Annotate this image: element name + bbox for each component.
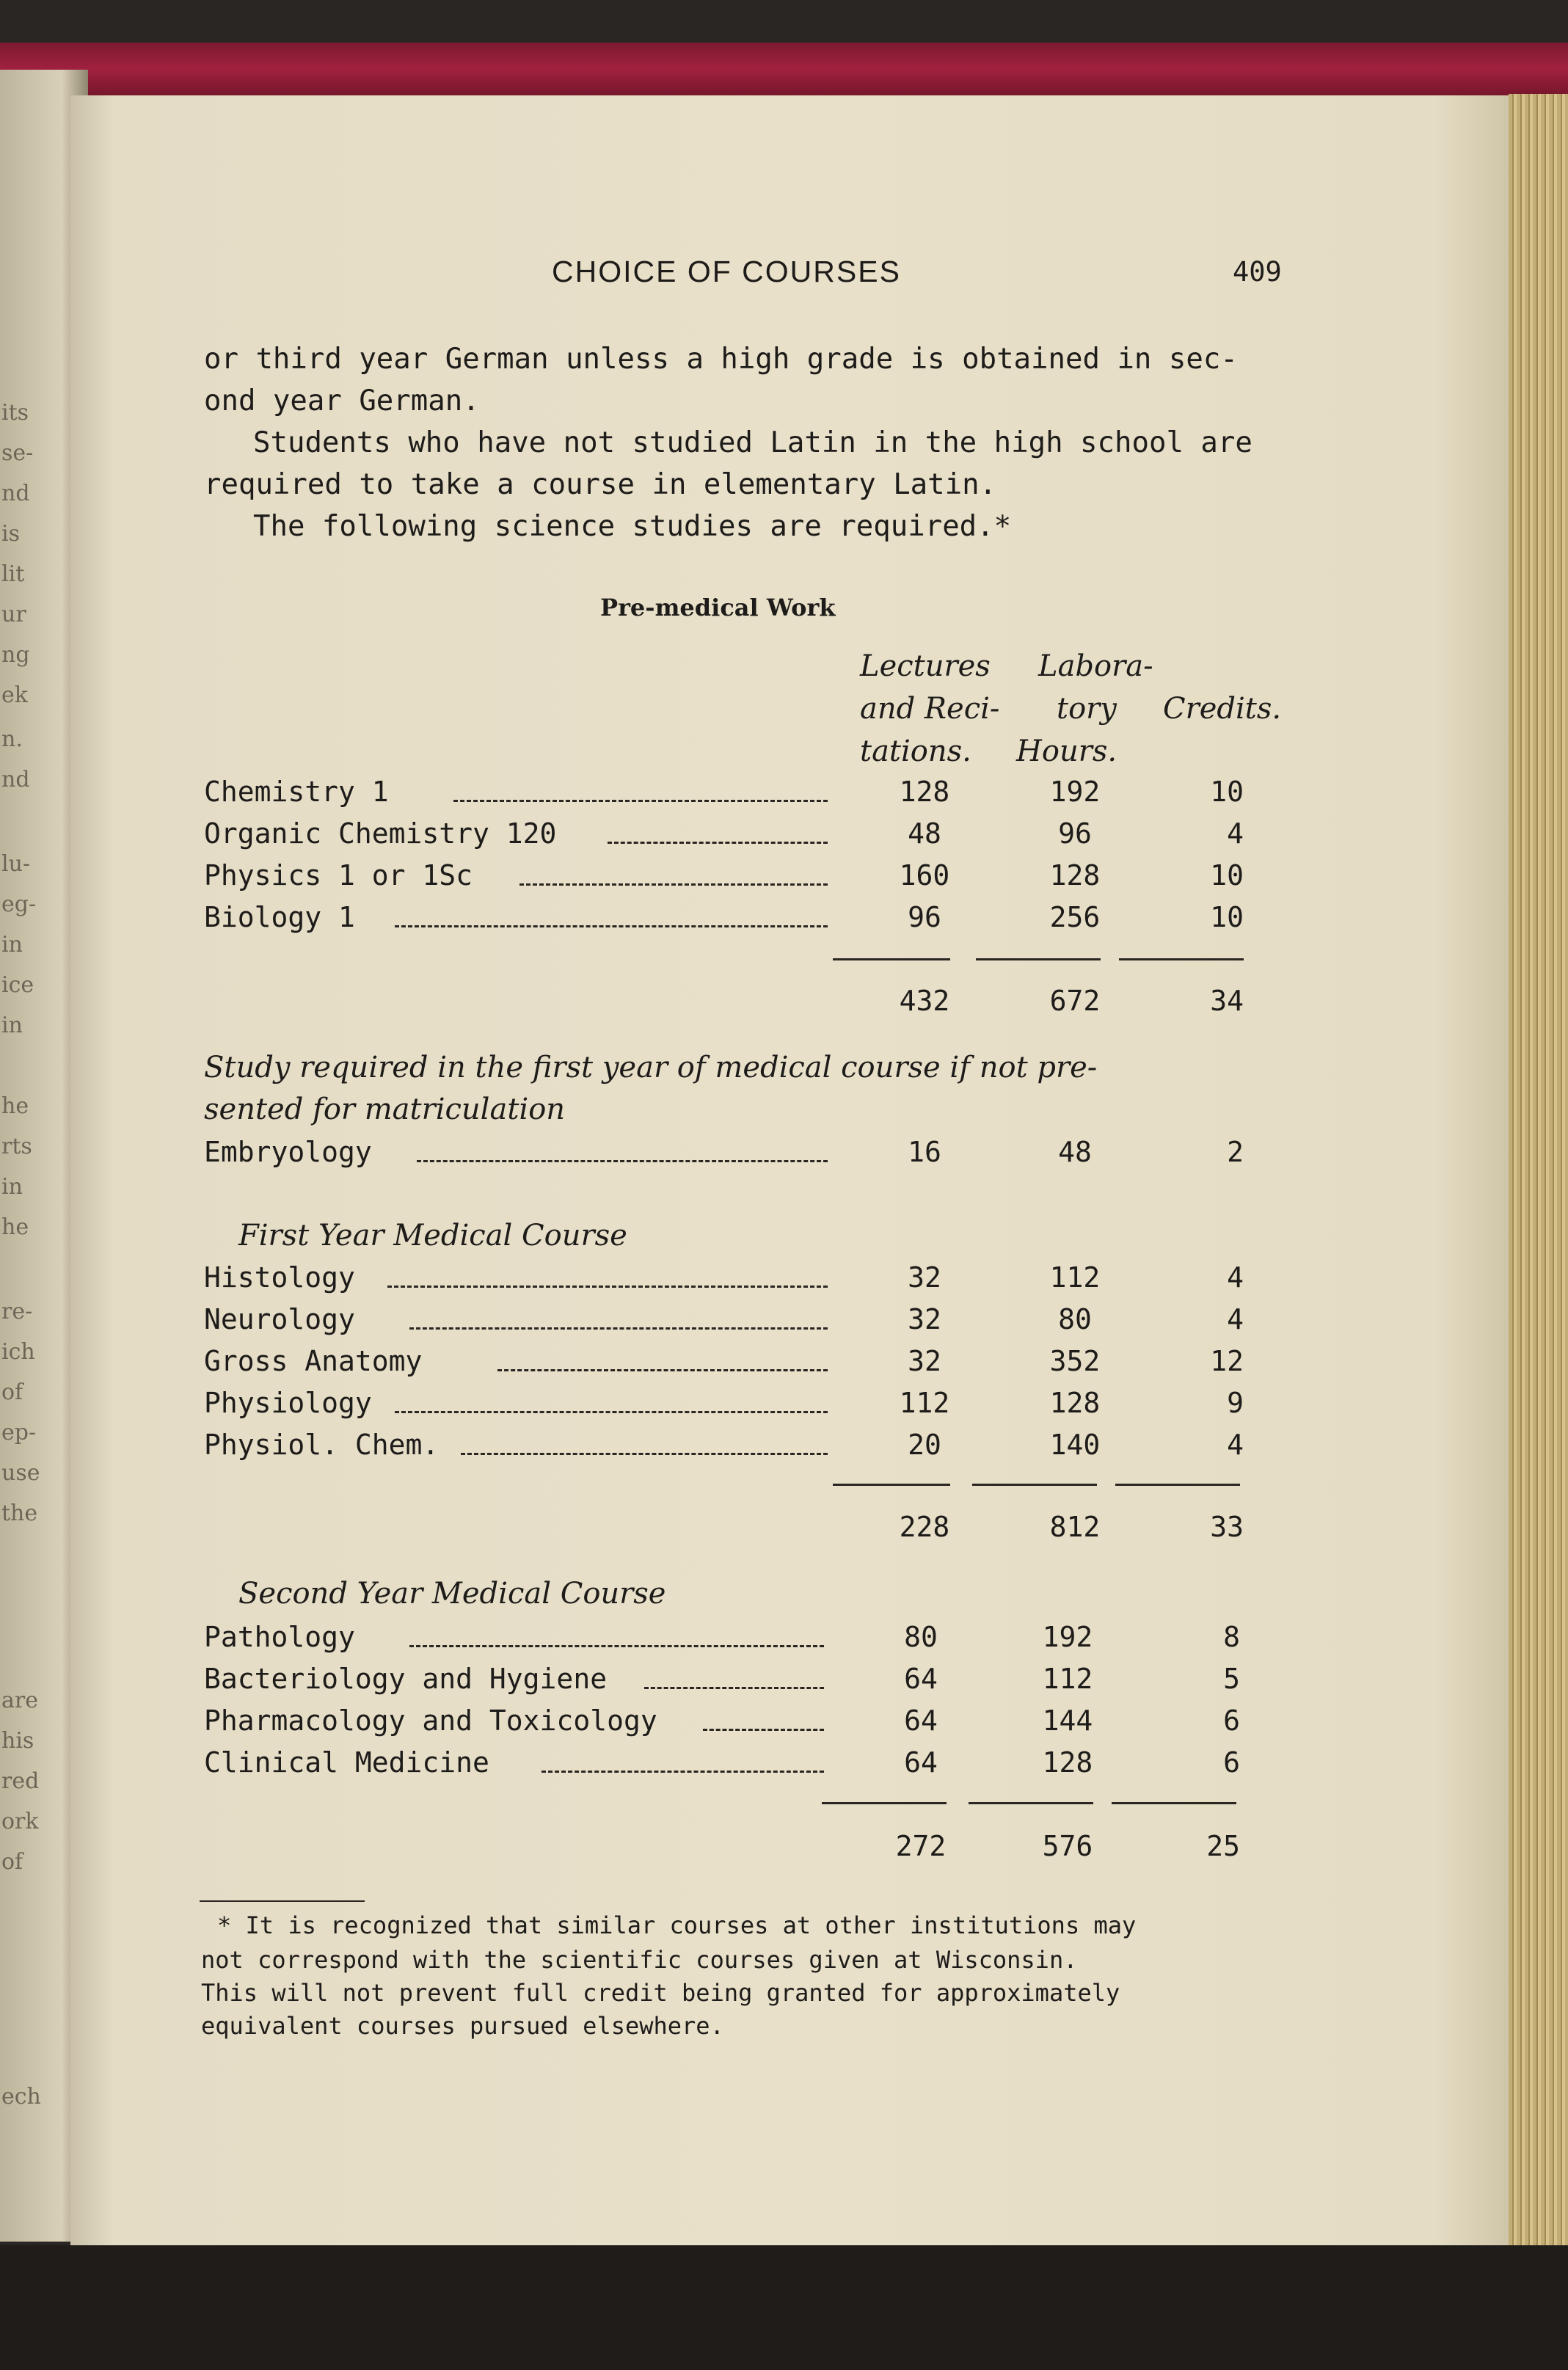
facing-page-text: are xyxy=(1,1688,38,1713)
lab-hours-value: 80 xyxy=(1058,1303,1092,1335)
total-rule xyxy=(822,1802,947,1804)
total-rule xyxy=(1112,1802,1236,1804)
lab-hours-value: 48 xyxy=(1058,1136,1092,1168)
footnote-line: equivalent courses pursued elsewhere. xyxy=(201,2012,724,2040)
header-credits: Credits. xyxy=(1163,692,1282,726)
facing-page-text: n. xyxy=(1,726,23,752)
facing-page-text: ice xyxy=(1,972,34,998)
lab-hours-value: 192 xyxy=(1042,1621,1093,1653)
lectures-value: 32 xyxy=(908,1261,941,1294)
facing-page-text: its xyxy=(1,400,29,426)
facing-page-text: the xyxy=(1,1501,38,1526)
course-name: Physics 1 or 1Sc xyxy=(204,859,473,892)
header-lectures: Lectures xyxy=(860,649,991,683)
lectures-value: 32 xyxy=(908,1345,941,1377)
facing-page-text: ech xyxy=(1,2084,41,2110)
lectures-value: 96 xyxy=(908,901,941,933)
intro-line: or third year German unless a high grade is obtained in sec- xyxy=(204,343,1238,376)
facing-page-text: ep- xyxy=(1,1420,37,1445)
course-name: Embryology xyxy=(204,1136,372,1168)
facing-page-text: in xyxy=(1,1013,23,1038)
header-laboratory: Hours. xyxy=(1016,734,1117,768)
study-required-note: sented for matriculation xyxy=(204,1093,566,1126)
total-rule xyxy=(969,1802,1093,1804)
header-lectures: tations. xyxy=(860,734,971,768)
total-rule xyxy=(976,958,1101,960)
facing-page-text: is xyxy=(1,521,20,547)
dot-leader xyxy=(409,1645,824,1647)
dot-leader xyxy=(497,1369,828,1371)
facing-page-text: eg- xyxy=(1,892,37,917)
credits-value: 4 xyxy=(1227,817,1244,850)
lab-hours-value: 128 xyxy=(1042,1746,1093,1779)
total-rule xyxy=(972,1484,1097,1486)
course-name: Organic Chemistry 120 xyxy=(204,817,557,850)
credits-value: 4 xyxy=(1227,1303,1244,1335)
dot-leader xyxy=(608,842,828,844)
facing-page-text: his xyxy=(1,1728,34,1754)
course-name: Neurology xyxy=(204,1303,355,1335)
total-credits: 33 xyxy=(1210,1511,1244,1543)
credits-value: 4 xyxy=(1227,1261,1244,1294)
lab-hours-value: 96 xyxy=(1058,817,1092,850)
facing-page-text: in xyxy=(1,932,23,958)
lab-hours-value: 128 xyxy=(1049,1387,1101,1419)
lab-hours-value: 352 xyxy=(1049,1345,1101,1377)
total-credits: 25 xyxy=(1206,1830,1240,1862)
facing-page-text: rts xyxy=(1,1134,32,1159)
facing-page-text: nd xyxy=(1,481,30,506)
course-name: Pathology xyxy=(204,1621,355,1653)
section-heading: First Year Medical Course xyxy=(238,1219,627,1253)
intro-line: The following science studies are required.* xyxy=(253,510,1012,543)
credits-value: 4 xyxy=(1227,1429,1244,1461)
credits-value: 6 xyxy=(1223,1704,1240,1737)
intro-line: Students who have not studied Latin in the high school are xyxy=(253,426,1252,459)
dot-leader xyxy=(409,1327,828,1330)
facing-page-text: ek xyxy=(1,682,28,708)
course-name: Physiol. Chem. xyxy=(204,1429,440,1461)
footnote-rule xyxy=(200,1900,365,1902)
table-caption: Pre-medical Work xyxy=(600,594,836,621)
book-cover-edge xyxy=(0,43,1568,101)
page-number: 409 xyxy=(1233,256,1282,288)
lab-hours-value: 192 xyxy=(1049,776,1101,808)
lectures-value: 16 xyxy=(908,1136,941,1168)
credits-value: 6 xyxy=(1223,1746,1240,1779)
facing-page-text: use xyxy=(1,1460,40,1486)
total-credits: 34 xyxy=(1210,985,1244,1017)
header-lectures: and Reci- xyxy=(860,692,1000,726)
facing-page-text: he xyxy=(1,1214,29,1240)
facing-page-text: lit xyxy=(1,561,25,587)
section-heading: Second Year Medical Course xyxy=(238,1577,666,1611)
background-surface xyxy=(0,2245,1568,2370)
course-name: Bacteriology and Hygiene xyxy=(204,1663,608,1695)
intro-line: ond year German. xyxy=(204,384,480,418)
total-lectures: 228 xyxy=(899,1511,950,1543)
dot-leader xyxy=(395,925,828,927)
credits-value: 2 xyxy=(1227,1136,1244,1168)
lab-hours-value: 140 xyxy=(1049,1429,1101,1461)
dot-leader xyxy=(703,1729,824,1731)
credits-value: 8 xyxy=(1223,1621,1240,1653)
dot-leader xyxy=(395,1411,828,1413)
facing-page-text: ng xyxy=(1,642,30,668)
study-required-note: Study required in the first year of medical course if not pre- xyxy=(204,1051,1098,1084)
lectures-value: 128 xyxy=(899,776,950,808)
lectures-value: 64 xyxy=(904,1746,938,1779)
lectures-value: 64 xyxy=(904,1663,938,1695)
facing-page-text: nd xyxy=(1,767,30,792)
lectures-value: 32 xyxy=(908,1303,941,1335)
facing-page-text: ork xyxy=(1,1809,39,1834)
header-laboratory: tory xyxy=(1057,692,1117,726)
credits-value: 9 xyxy=(1227,1387,1244,1419)
lab-hours-value: 256 xyxy=(1049,901,1101,933)
intro-line: required to take a course in elementary Latin. xyxy=(204,468,997,501)
facing-page-text: ich xyxy=(1,1339,35,1365)
dot-leader xyxy=(541,1771,824,1773)
lectures-value: 64 xyxy=(904,1704,938,1737)
total-lab-hours: 812 xyxy=(1049,1511,1101,1543)
running-head: CHOICE OF COURSES xyxy=(552,255,901,288)
dot-leader xyxy=(387,1286,828,1288)
credits-value: 10 xyxy=(1210,859,1244,892)
dot-leader xyxy=(417,1160,828,1162)
total-lectures: 432 xyxy=(899,985,950,1017)
footnote-line: not correspond with the scientific courses given at Wisconsin. xyxy=(201,1946,1078,1974)
lectures-value: 48 xyxy=(908,817,941,850)
footnote-line: This will not prevent full credit being granted for approximately xyxy=(201,1979,1120,2007)
facing-page-text: of xyxy=(1,1379,23,1405)
header-laboratory: Labora- xyxy=(1038,649,1153,683)
lab-hours-value: 128 xyxy=(1049,859,1101,892)
page-fore-edge xyxy=(1509,94,1568,2247)
footnote-line: * It is recognized that similar courses at other institutions may xyxy=(217,1911,1137,1939)
lab-hours-value: 112 xyxy=(1049,1261,1101,1294)
dot-leader xyxy=(453,800,828,802)
dot-leader xyxy=(644,1687,824,1689)
facing-page-text: of xyxy=(1,1849,23,1875)
facing-page-text: lu- xyxy=(1,851,31,877)
credits-value: 10 xyxy=(1210,901,1244,933)
lab-hours-value: 112 xyxy=(1042,1663,1093,1695)
total-lectures: 272 xyxy=(895,1830,947,1862)
total-lab-hours: 576 xyxy=(1042,1830,1093,1862)
lab-hours-value: 144 xyxy=(1042,1704,1093,1737)
lectures-value: 20 xyxy=(908,1429,941,1461)
total-rule xyxy=(1115,1484,1240,1486)
total-lab-hours: 672 xyxy=(1049,985,1101,1017)
lectures-value: 80 xyxy=(904,1621,938,1653)
course-name: Clinical Medicine xyxy=(204,1746,489,1779)
dot-leader xyxy=(461,1453,828,1455)
facing-page-text: in xyxy=(1,1174,23,1200)
facing-page-text: he xyxy=(1,1093,29,1119)
course-name: Physiology xyxy=(204,1387,372,1419)
facing-page-text: se- xyxy=(1,440,34,466)
course-name: Chemistry 1 xyxy=(204,776,389,808)
lectures-value: 160 xyxy=(899,859,950,892)
facing-page-text: re- xyxy=(1,1299,33,1324)
total-rule xyxy=(833,1484,950,1486)
facing-page-text: red xyxy=(1,1768,40,1794)
total-rule xyxy=(1119,958,1244,960)
lectures-value: 112 xyxy=(899,1387,950,1419)
credits-value: 12 xyxy=(1210,1345,1244,1377)
facing-page-text: ur xyxy=(1,602,26,627)
course-name: Biology 1 xyxy=(204,901,355,933)
total-rule xyxy=(833,958,950,960)
dot-leader xyxy=(519,883,828,886)
course-name: Pharmacology and Toxicology xyxy=(204,1704,657,1737)
course-name: Histology xyxy=(204,1261,355,1294)
credits-value: 5 xyxy=(1223,1663,1240,1695)
credits-value: 10 xyxy=(1210,776,1244,808)
course-name: Gross Anatomy xyxy=(204,1345,423,1377)
